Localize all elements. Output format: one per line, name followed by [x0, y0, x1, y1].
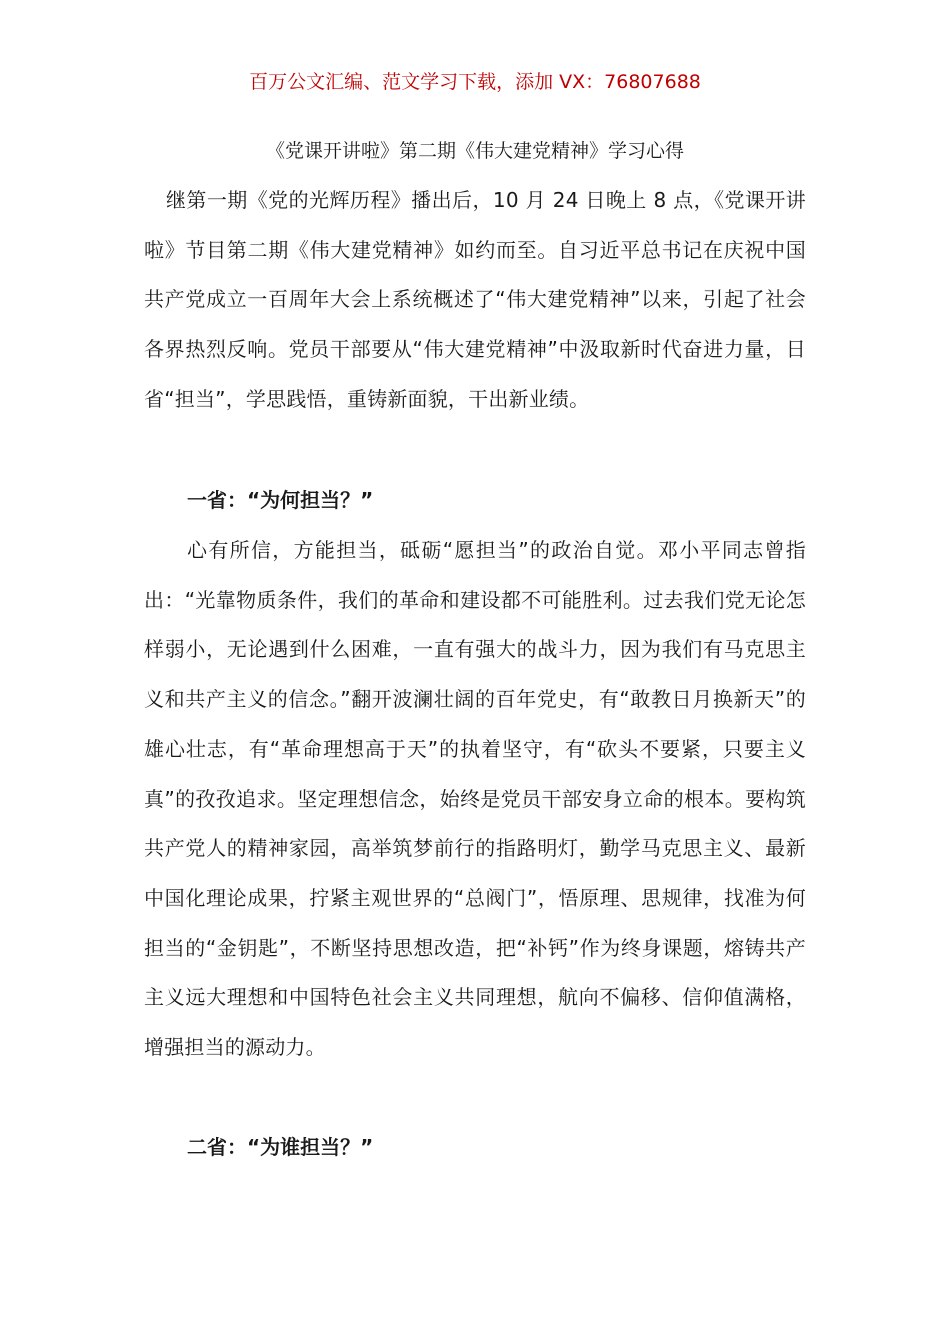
document-title: 《党课开讲啦》第二期《伟大建党精神》学习心得: [265, 140, 684, 162]
paragraph-intro: 继第一期《党的光辉历程》播出后，10 月 24 日晚上 8 点，《党课开讲啦》节目第二期《伟大建党精神》如约而至。自习近平总书记在庆祝中国共产党成立一百周年大会上系统概述了“伟大建党精神”以来，引起了社会各界热烈反响。党员干部要从“伟大建党精神”中汲取新时代奋进力量，日省“担当”，学思践悟，重铸新面貌，干出新业绩。: [144, 188, 806, 411]
section-heading-2: 二省：“为谁担当？”: [187, 1135, 374, 1159]
paragraph-section-1: 心有所信，方能担当，砥砺“愿担当”的政治自觉。邓小平同志曾指出：“光靠物质条件，我们的革命和建设都不可能胜利。过去我们党无论怎样弱小，无论遇到什么困难，一直有强大的战斗力，因为我们有马克思主义和共产主义的信念。”翻开波澜壮阔的百年党史，有“敢教日月换新天”的雄心壮志，有“革命理想高于天”的执着坚守，有“砍头不要紧，只要主义真”的孜孜追求。坚定理想信念，始终是党员干部安身立命的根本。要构筑共产党人的精神家园，高举筑梦前行的指路明灯，勤学马克思主义、最新中国化理论成果，拧紧主观世界的“总阀门”，悟原理、思规律，找准为何担当的“金钥匙”，不断坚持思想改造，把“补钙”作为终身课题，熔铸共产主义远大理想和中国特色社会主义共同理想，航向不偏移、信仰值满格，增强担当的源动力。: [144, 538, 806, 1060]
section-heading-1: 一省：“为何担当？”: [187, 488, 374, 512]
watermark-banner: 百万公文汇编、范文学习下载，添加 VX：76807688: [249, 71, 701, 93]
